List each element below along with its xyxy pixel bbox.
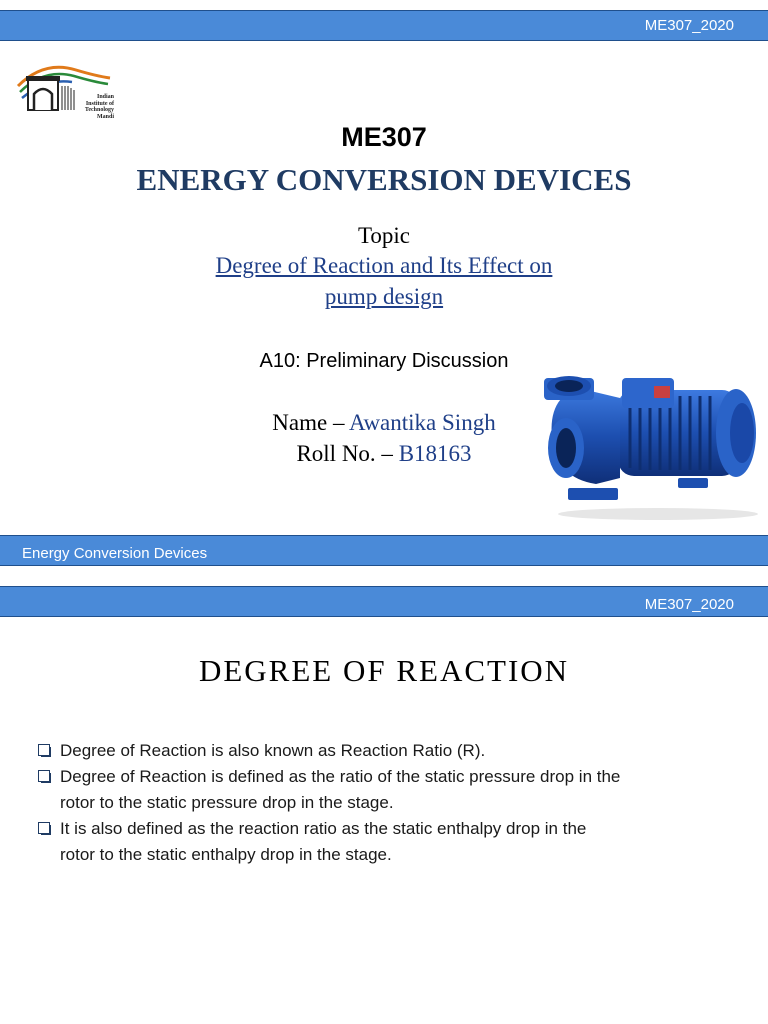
- slide1-header-code: ME307_2020: [644, 17, 734, 34]
- roll-value: B18163: [398, 441, 472, 466]
- slide1-footer-band: [0, 535, 768, 566]
- course-title: ENERGY CONVERSION DEVICES: [136, 162, 632, 197]
- course-code: ME307: [341, 122, 427, 152]
- iit-mandi-logo: [14, 54, 114, 124]
- pump-graphic: [538, 328, 768, 523]
- bullet-line: Degree of Reaction is defined as the ratio of the static pressure drop in the: [60, 767, 621, 786]
- logo-text: Indian Institute of Technology Mandi: [84, 94, 114, 120]
- checkbox-bullet-icon: [38, 744, 50, 756]
- slide2-header-code: ME307_2020: [644, 596, 734, 613]
- name-value: Awantika Singh: [348, 410, 496, 435]
- topic-line-1[interactable]: Degree of Reaction and Its Effect on: [215, 253, 553, 278]
- bullet-list: [36, 738, 726, 868]
- slide2-header-band: [0, 586, 768, 617]
- name-label: Name –: [272, 410, 349, 435]
- roll-label: Roll No. –: [296, 441, 399, 466]
- topic-line-2[interactable]: pump design: [324, 284, 444, 309]
- list-item: [36, 764, 726, 816]
- list-item: [36, 738, 726, 764]
- bullet-line: rotor to the static pressure drop in the stage.: [60, 793, 394, 812]
- bullet-line: rotor to the static enthalpy drop in the stage.: [60, 845, 392, 864]
- slide2-title: DEGREE OF REACTION: [198, 653, 570, 688]
- list-item: [36, 816, 726, 868]
- bullet-line: It is also defined as the reaction ratio as the static enthalpy drop in the: [60, 819, 587, 838]
- assignment-label: A10: Preliminary Discussion: [259, 350, 509, 372]
- checkbox-bullet-icon: [38, 770, 50, 782]
- slide1-header-band: [0, 10, 768, 41]
- topic-label: Topic: [357, 223, 411, 248]
- slide1-footer-text: Energy Conversion Devices: [22, 545, 208, 562]
- checkbox-bullet-icon: [38, 822, 50, 834]
- centrifugal-pump-image: [538, 328, 768, 523]
- bullet-line: Degree of Reaction is also known as Reaction Ratio (R).: [60, 741, 486, 760]
